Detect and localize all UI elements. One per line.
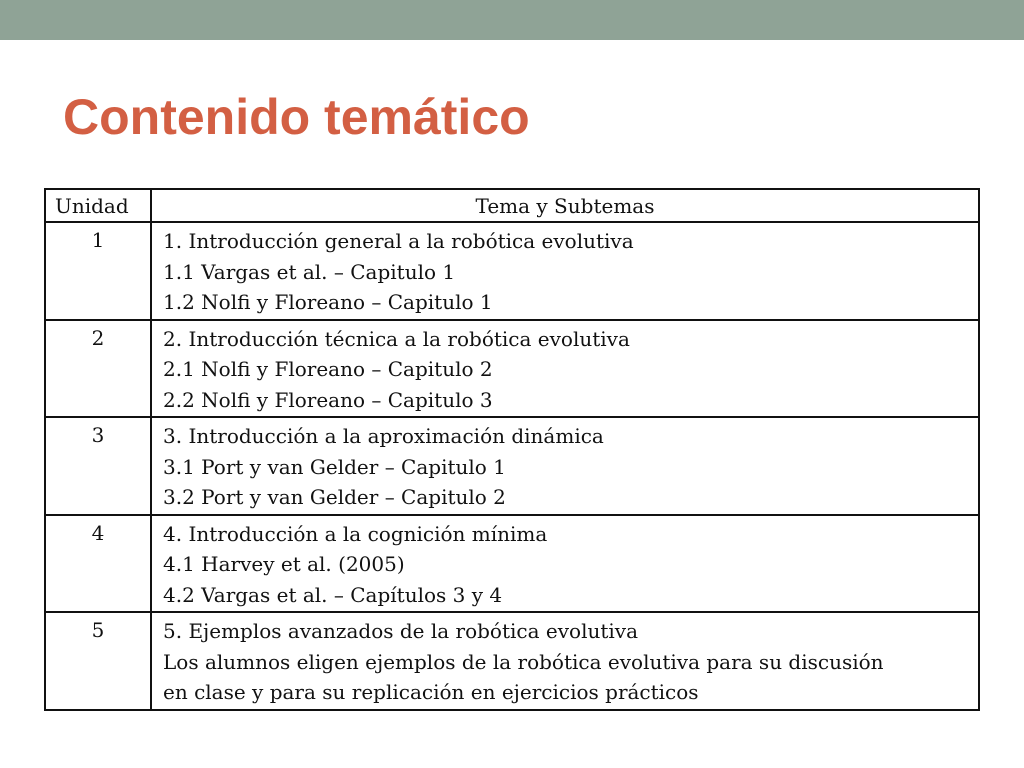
page-title: Contenido temático bbox=[63, 89, 530, 145]
unit-cell: 1 bbox=[45, 222, 151, 320]
topic-cell bbox=[151, 320, 979, 418]
topic-line: 3.2 Port y van Gelder – Capitulo 2 bbox=[163, 485, 506, 509]
content-table bbox=[44, 188, 980, 711]
topic-line: 2. Introducción técnica a la robótica evolutiva bbox=[163, 326, 630, 351]
topic-line: 2.1 Nolfi y Floreano – Capitulo 2 bbox=[163, 357, 493, 381]
topic-line: 1.1 Vargas et al. – Capitulo 1 bbox=[163, 259, 456, 284]
table-row bbox=[45, 320, 979, 418]
topic-cell bbox=[151, 417, 979, 515]
table-row bbox=[45, 612, 979, 710]
unit-cell: 3 bbox=[45, 417, 151, 515]
topic-line: en clase y para su replicación en ejercicios prácticos bbox=[163, 680, 699, 704]
topic-cell bbox=[151, 222, 979, 320]
table-row bbox=[45, 222, 979, 320]
unit-cell: 4 bbox=[45, 515, 151, 613]
header-topic: Tema y Subtemas bbox=[151, 189, 979, 222]
table-row bbox=[45, 515, 979, 613]
topic-line: 5. Ejemplos avanzados de la robótica evolutiva bbox=[163, 619, 638, 643]
unit-cell: 2 bbox=[45, 320, 151, 418]
topic-cell bbox=[151, 515, 979, 613]
topic-line: Los alumnos eligen ejemplos de la robótica evolutiva para su discusión bbox=[163, 649, 884, 674]
topic-line: 1. Introducción general a la robótica evolutiva bbox=[163, 229, 634, 253]
topic-cell bbox=[151, 612, 979, 710]
unit-cell: 5 bbox=[45, 612, 151, 710]
table-row bbox=[45, 417, 979, 515]
topic-line: 4.2 Vargas et al. – Capítulos 3 y 4 bbox=[163, 582, 503, 607]
topic-line: 4.1 Harvey et al. (2005) bbox=[163, 552, 405, 576]
topic-line: 3.1 Port y van Gelder – Capitulo 1 bbox=[163, 454, 506, 479]
topic-line: 2.2 Nolfi y Floreano – Capitulo 3 bbox=[163, 387, 493, 412]
top-accent-bar bbox=[0, 0, 1024, 40]
header-unit: Unidad bbox=[45, 189, 151, 222]
topic-line: 1.2 Nolfi y Floreano – Capitulo 1 bbox=[163, 290, 493, 314]
topic-line: 4. Introducción a la cognición mínima bbox=[163, 521, 548, 546]
topic-line: 3. Introducción a la aproximación dinámica bbox=[163, 424, 604, 448]
table-header-row bbox=[45, 189, 979, 222]
